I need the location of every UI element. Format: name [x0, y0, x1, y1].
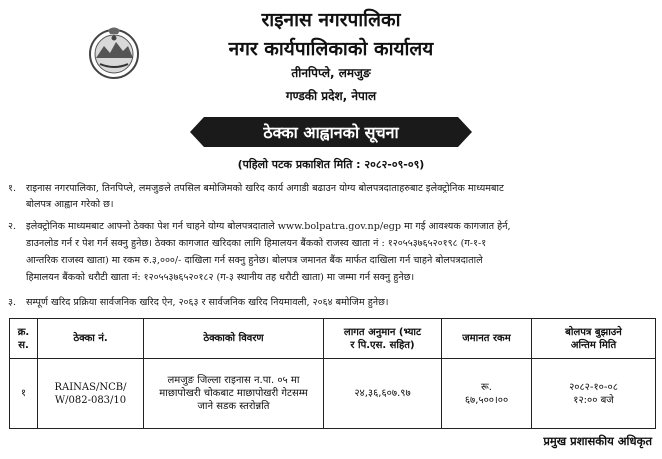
paragraph-line: हिमालयन बैंकको धरौटी खाता नं: १२०५५३७६५२०१८२ (ग-३ स्थानीय तह धरौटी खाता) मा जम्मा गर्न सक्नु हुनेछ। — [26, 272, 415, 283]
header-description: ठेक्काको विवरण — [144, 319, 324, 359]
municipality-name: राइनास नगरपालिका — [261, 9, 401, 31]
notice-title: ठेक्का आह्वानको सूचना — [263, 123, 399, 142]
cell-sn: १ — [10, 359, 38, 429]
table-header-row — [10, 319, 656, 359]
paragraph-3 — [8, 296, 658, 310]
header-contract-no: ठेक्का नं. — [38, 319, 144, 359]
cell-security: रू. ६७,५००।०० — [442, 359, 532, 429]
paragraph-2 — [8, 220, 658, 288]
paragraph-1 — [8, 182, 658, 212]
paragraph-line: राइनास नगरपालिका, तिनपिप्ले, लमजुङले तपसिल बमोजिमको खरिद कार्य अगाडी बढाउन योग्य बोलपत्रदाताहरुबाट इलेक्ट्रोनिक माध्यमबाट — [26, 183, 504, 194]
cell-description: लमजुङ जिल्ला राइनास न.पा. ०५ मा माछापोखरी चोकबाट माछापोखरी गेटसम्म जाने सडक स्तरोन्नति — [144, 359, 324, 429]
paragraph-line: डाउनलोड गर्न र पेश गर्न सक्नु हुनेछ। ठेक्का कागजात खरिदका लागि हिमालयन बैंकको राजस्व खाता नं : १२०५५३७६५२०१९८ (ग-१-१ — [26, 238, 487, 249]
paragraph-line: सम्पूर्ण खरिद प्रक्रिया सार्वजनिक खरिद ऐन, २०६३ र सार्वजनिक खरिद नियमावली, २०६४ बमोजिम हुनेछ। — [26, 297, 389, 308]
header-deadline: बोलपत्र बुझाउने अन्तिम मिति — [532, 319, 656, 359]
tender-table — [9, 318, 656, 429]
office-name: नगर कार्यपालिकाको कार्यालय — [228, 38, 434, 60]
paragraph-number: ३. — [8, 297, 17, 308]
paragraph-number: २. — [8, 221, 17, 232]
table-row — [10, 359, 656, 429]
header-security: जमानत रकम — [442, 319, 532, 359]
notice-title-banner — [190, 117, 472, 147]
signatory-title: प्रमुख प्रशासकीय अधिकृत — [543, 434, 652, 448]
office-address: तीनपिप्ले, लमजुङ — [291, 66, 371, 80]
paragraph-line: इलेक्ट्रोनिक माध्यमबाट आफ्नो ठेक्का पेश गर्न चाहने योग्य बोलपत्रदाताले www.bolpatra.gov.np/egp मा गई आवश्यक कागजात हेर्न, — [26, 221, 511, 232]
header-estimate: लागत अनुमान (भ्याट र पि.एस. सहित) — [324, 319, 442, 359]
header-sn: क्र. स. — [10, 319, 38, 359]
paragraph-number: १. — [8, 183, 17, 194]
cell-contract-no: RAINAS/NCB/ W/082-083/10 — [38, 359, 144, 429]
cell-estimate: २४,३६,६०७.९७ — [324, 359, 442, 429]
province-name: गण्डकी प्रदेश, नेपाल — [285, 89, 377, 103]
paragraph-line: बोलपत्र आह्वान गरेको छ। — [26, 199, 114, 210]
publish-date: (पहिलो पटक प्रकाशित मिति : २०८२-०९-०९) — [237, 158, 425, 171]
cell-deadline: २०८२-१०-०८ १२:०० बजे — [532, 359, 656, 429]
paragraph-line: आन्तरिक राजस्व खाता) मा रकम रु.३,०००/- दाखिला गर्न सक्नु हुनेछ। बोलपत्र जमानत बैंक मार्फत दाखिला गर्न चाहने बोलपत्रदाताले — [26, 255, 483, 266]
